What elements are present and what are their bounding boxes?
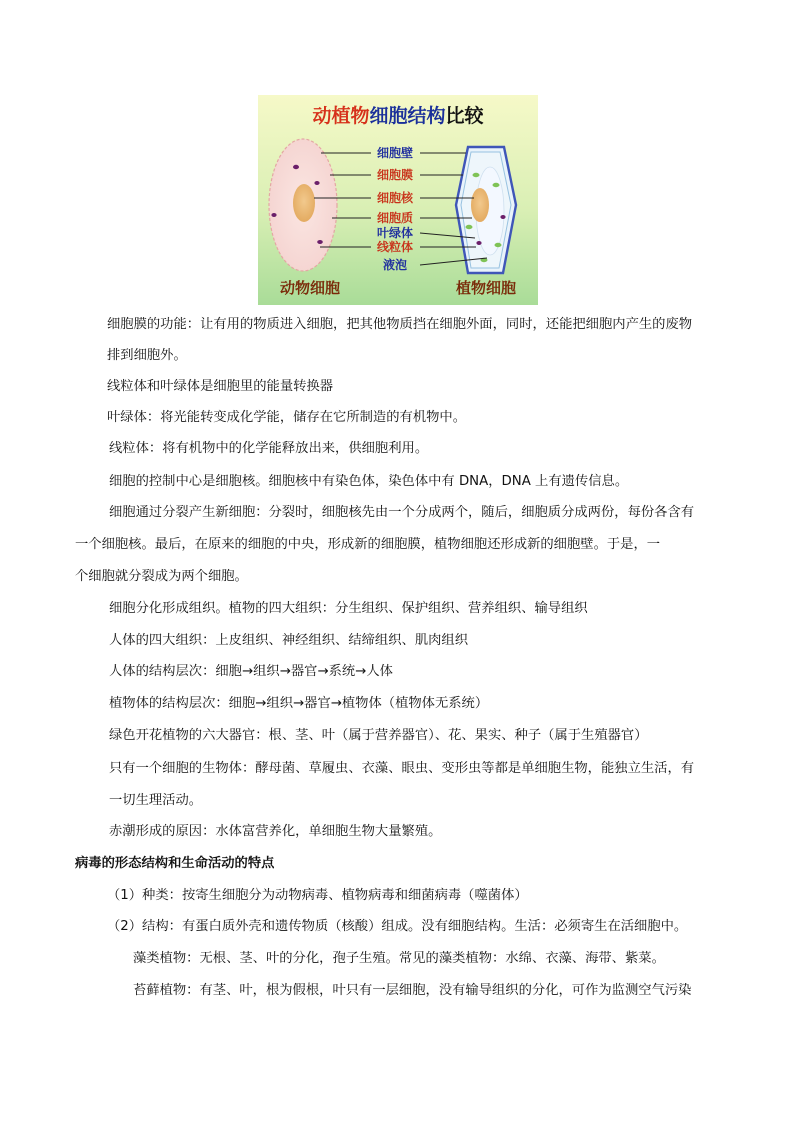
chloroplast [495, 243, 502, 247]
paragraph-membrane-function: 细胞膜的功能：让有用的物质进入细胞，把其他物质挡在细胞外面，同时，还能把细胞内产生的废物 [107, 317, 693, 332]
label-cell-membrane: 细胞膜 [376, 168, 414, 182]
paragraph-single-cell-cont: 一切生理活动。 [109, 793, 203, 808]
animal-mitochondrion [317, 240, 323, 244]
figure-title-part1: 动植物 [312, 105, 370, 127]
chloroplast [473, 173, 480, 177]
paragraph-cell-division-cont2: 个细胞就分裂成为两个细胞。 [75, 569, 248, 584]
plant-cell [456, 147, 516, 273]
animal-cell [269, 139, 337, 271]
paragraph-chloroplast: 叶绿体：将光能转变成化学能，储存在它所制造的有机物中。 [107, 410, 467, 425]
animal-cell-nucleus [293, 184, 315, 222]
animal-cell-caption: 动物细胞 [279, 279, 341, 297]
animal-mitochondrion [314, 181, 319, 185]
chloroplast [466, 225, 473, 229]
plant-mitochondrion [500, 215, 505, 219]
animal-mitochondrion [271, 213, 276, 217]
paragraph-algae: 藻类植物：无根、茎、叶的分化，孢子生殖。常见的藻类植物：水绵、衣藻、海带、紫菜。 [133, 951, 665, 966]
figure-title-part3: 比较 [445, 105, 484, 127]
label-vacuole: 液泡 [382, 258, 408, 272]
paragraph-single-cell: 只有一个细胞的生物体：酵母菌、草履虫、衣藻、眼虫、变形虫等都是单细胞生物，能独立生活，有 [109, 761, 695, 776]
animal-mitochondrion [293, 165, 299, 169]
paragraph-cell-division-cont1: 一个细胞核。最后，在原来的细胞的中央，形成新的细胞膜，植物细胞还形成新的细胞壁。于是，一 [75, 537, 661, 552]
paragraph-virus-types: （1）种类：按寄生细胞分为动物病毒、植物病毒和细菌病毒（噬菌体） [107, 888, 528, 903]
plant-cell-nucleus [471, 188, 489, 222]
label-chloroplast: 叶绿体 [376, 226, 414, 240]
label-cell-wall: 细胞壁 [376, 146, 414, 160]
paragraph-human-tissues: 人体的四大组织：上皮组织、神经组织、结缔组织、肌肉组织 [109, 633, 469, 648]
label-nucleus: 细胞核 [376, 191, 414, 205]
paragraph-human-levels: 人体的结构层次：细胞→组织→器官→系统→人体 [109, 664, 393, 679]
paragraph-plant-organs: 绿色开花植物的六大器官：根、茎、叶（属于营养器官）、花、果实、种子（属于生殖器官） [109, 728, 648, 743]
paragraph-nucleus: 细胞的控制中心是细胞核。细胞核中有染色体，染色体中有 DNA，DNA 上有遗传信息。 [109, 474, 629, 489]
section-heading-virus: 病毒的形态结构和生命活动的特点 [75, 856, 275, 871]
plant-mitochondrion [476, 241, 481, 245]
paragraph-mitochondrion: 线粒体：将有机物中的化学能释放出来，供细胞利用。 [109, 441, 429, 456]
figure-title [312, 104, 484, 127]
label-cytoplasm: 细胞质 [376, 211, 414, 225]
plant-cell-caption: 植物细胞 [455, 279, 517, 297]
paragraph-plant-tissues: 细胞分化形成组织。植物的四大组织：分生组织、保护组织、营养组织、输导组织 [109, 601, 588, 616]
paragraph-virus-structure: （2）结构：有蛋白质外壳和遗传物质（核酸）组成。没有细胞结构。生活：必须寄生在活细胞中。 [107, 919, 688, 934]
figure-title-part2: 细胞结构 [369, 105, 446, 127]
cell-comparison-figure [258, 95, 538, 305]
paragraph-energy-converters: 线粒体和叶绿体是细胞里的能量转换器 [107, 379, 334, 394]
paragraph-cell-division: 细胞通过分裂产生新细胞：分裂时，细胞核先由一个分成两个，随后，细胞质分成两份，每份各含有 [109, 505, 695, 520]
paragraph-red-tide: 赤潮形成的原因：水体富营养化，单细胞生物大量繁殖。 [109, 824, 442, 839]
chloroplast [493, 183, 500, 187]
paragraph-moss: 苔藓植物：有茎、叶，根为假根，叶只有一层细胞，没有输导组织的分化，可作为监测空气污染 [133, 983, 692, 998]
paragraph-plant-levels: 植物体的结构层次：细胞→组织→器官→植物体（植物体无系统） [109, 696, 489, 711]
label-mitochondrion: 线粒体 [376, 240, 414, 254]
paragraph-membrane-function-cont: 排到细胞外。 [107, 348, 187, 363]
